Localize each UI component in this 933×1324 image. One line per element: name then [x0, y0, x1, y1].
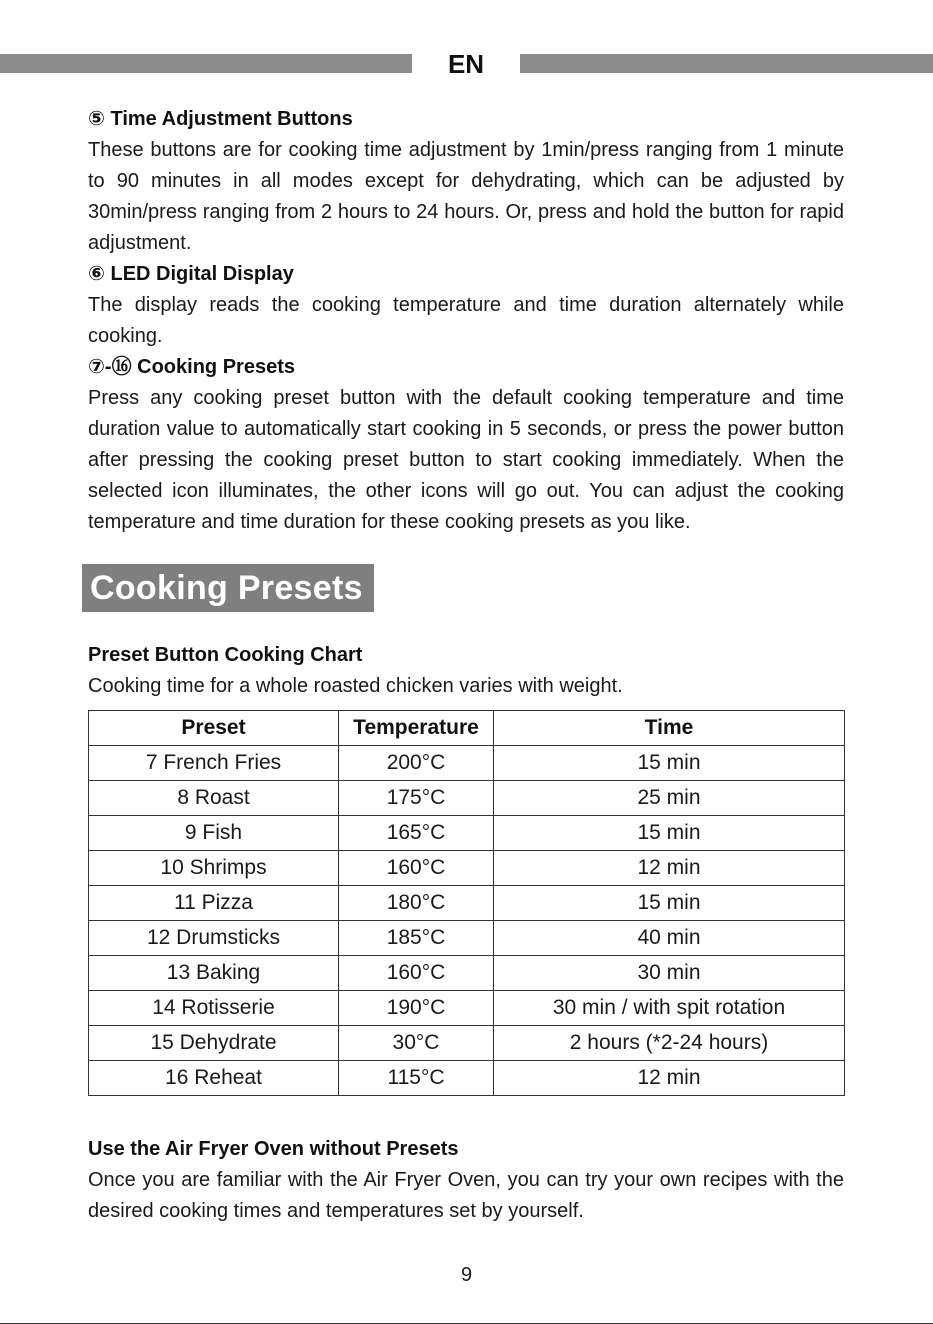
section-body-time-adjustment: These buttons are for cooking time adjustment by 1min/press ranging from 1 minute to 90 minutes in all modes except for dehydrating, which can be adjusted by 30min/press ranging from 2 hours to 24 hours. Or, press and hold the button for rapid adjustment. [88, 139, 844, 254]
cell-preset: 12 Drumsticks [89, 921, 339, 956]
cell-preset: 14 Rotisserie [89, 991, 339, 1026]
table-row [89, 746, 845, 781]
cell-preset: 13 Baking [89, 956, 339, 991]
table-row [89, 781, 845, 816]
header-temperature: Temperature [339, 711, 494, 746]
cell-time: 25 min [494, 781, 845, 816]
table-row [89, 1026, 845, 1061]
feature-descriptions [88, 104, 844, 538]
cell-preset: 15 Dehydrate [89, 1026, 339, 1061]
cell-preset: 8 Roast [89, 781, 339, 816]
cell-temperature: 180°C [339, 886, 494, 921]
cell-temperature: 115°C [339, 1061, 494, 1096]
cell-preset: 9 Fish [89, 816, 339, 851]
cell-time: 40 min [494, 921, 845, 956]
cell-time: 15 min [494, 746, 845, 781]
no-presets-body: Once you are familiar with the Air Fryer Oven, you can try your own recipes with the desired cooking times and temperatures set by yourself. [88, 1169, 844, 1222]
cell-temperature: 175°C [339, 781, 494, 816]
cell-time: 15 min [494, 816, 845, 851]
cell-temperature: 165°C [339, 816, 494, 851]
section-body-cooking-presets: Press any cooking preset button with the default cooking temperature and time duration value to automatically start cooking in 5 seconds, or press the power button after pressing the cooking preset button to start cooking immediately. When the selected icon illuminates, the other icons will go out. You can adjust the cooking temperature and time duration for these cooking presets as you like. [88, 387, 844, 533]
chart-intro [88, 640, 844, 702]
table-row [89, 1061, 845, 1096]
cell-preset: 16 Reheat [89, 1061, 339, 1096]
header-time: Time [494, 711, 845, 746]
cell-temperature: 160°C [339, 851, 494, 886]
section-title-time-adjustment: ⑤ Time Adjustment Buttons [88, 108, 353, 130]
cell-temperature: 190°C [339, 991, 494, 1026]
cell-temperature: 30°C [339, 1026, 494, 1061]
chart-title: Preset Button Cooking Chart [88, 644, 363, 666]
no-presets-title: Use the Air Fryer Oven without Presets [88, 1138, 459, 1160]
preset-cooking-table [88, 710, 845, 1096]
table-row [89, 991, 845, 1026]
cell-time: 2 hours (*2-24 hours) [494, 1026, 845, 1061]
table-row [89, 956, 845, 991]
header-preset: Preset [89, 711, 339, 746]
table-header-row [89, 711, 845, 746]
cell-time: 12 min [494, 1061, 845, 1096]
cell-preset: 10 Shrimps [89, 851, 339, 886]
section-body-led-display: The display reads the cooking temperature and time duration alternately while cooking. [88, 294, 844, 347]
cell-temperature: 200°C [339, 746, 494, 781]
cell-time: 12 min [494, 851, 845, 886]
cell-temperature: 185°C [339, 921, 494, 956]
chart-note: Cooking time for a whole roasted chicken varies with weight. [88, 675, 623, 697]
page-number: 9 [460, 1264, 473, 1286]
cell-temperature: 160°C [339, 956, 494, 991]
header-bar-left [0, 54, 412, 73]
no-presets-section [88, 1134, 844, 1227]
table-row [89, 816, 845, 851]
cell-preset: 7 French Fries [89, 746, 339, 781]
section-title-cooking-presets: ⑦-⑯ Cooking Presets [88, 356, 295, 378]
table-row [89, 851, 845, 886]
cell-time: 30 min [494, 956, 845, 991]
section-title-led-display: ⑥ LED Digital Display [88, 263, 294, 285]
cell-time: 15 min [494, 886, 845, 921]
cooking-presets-banner: Cooking Presets [82, 564, 374, 612]
cell-time: 30 min / with spit rotation [494, 991, 845, 1026]
cell-preset: 11 Pizza [89, 886, 339, 921]
table-row [89, 886, 845, 921]
header-bar-right [520, 54, 933, 73]
table-row [89, 921, 845, 956]
language-label: EN [447, 49, 485, 79]
